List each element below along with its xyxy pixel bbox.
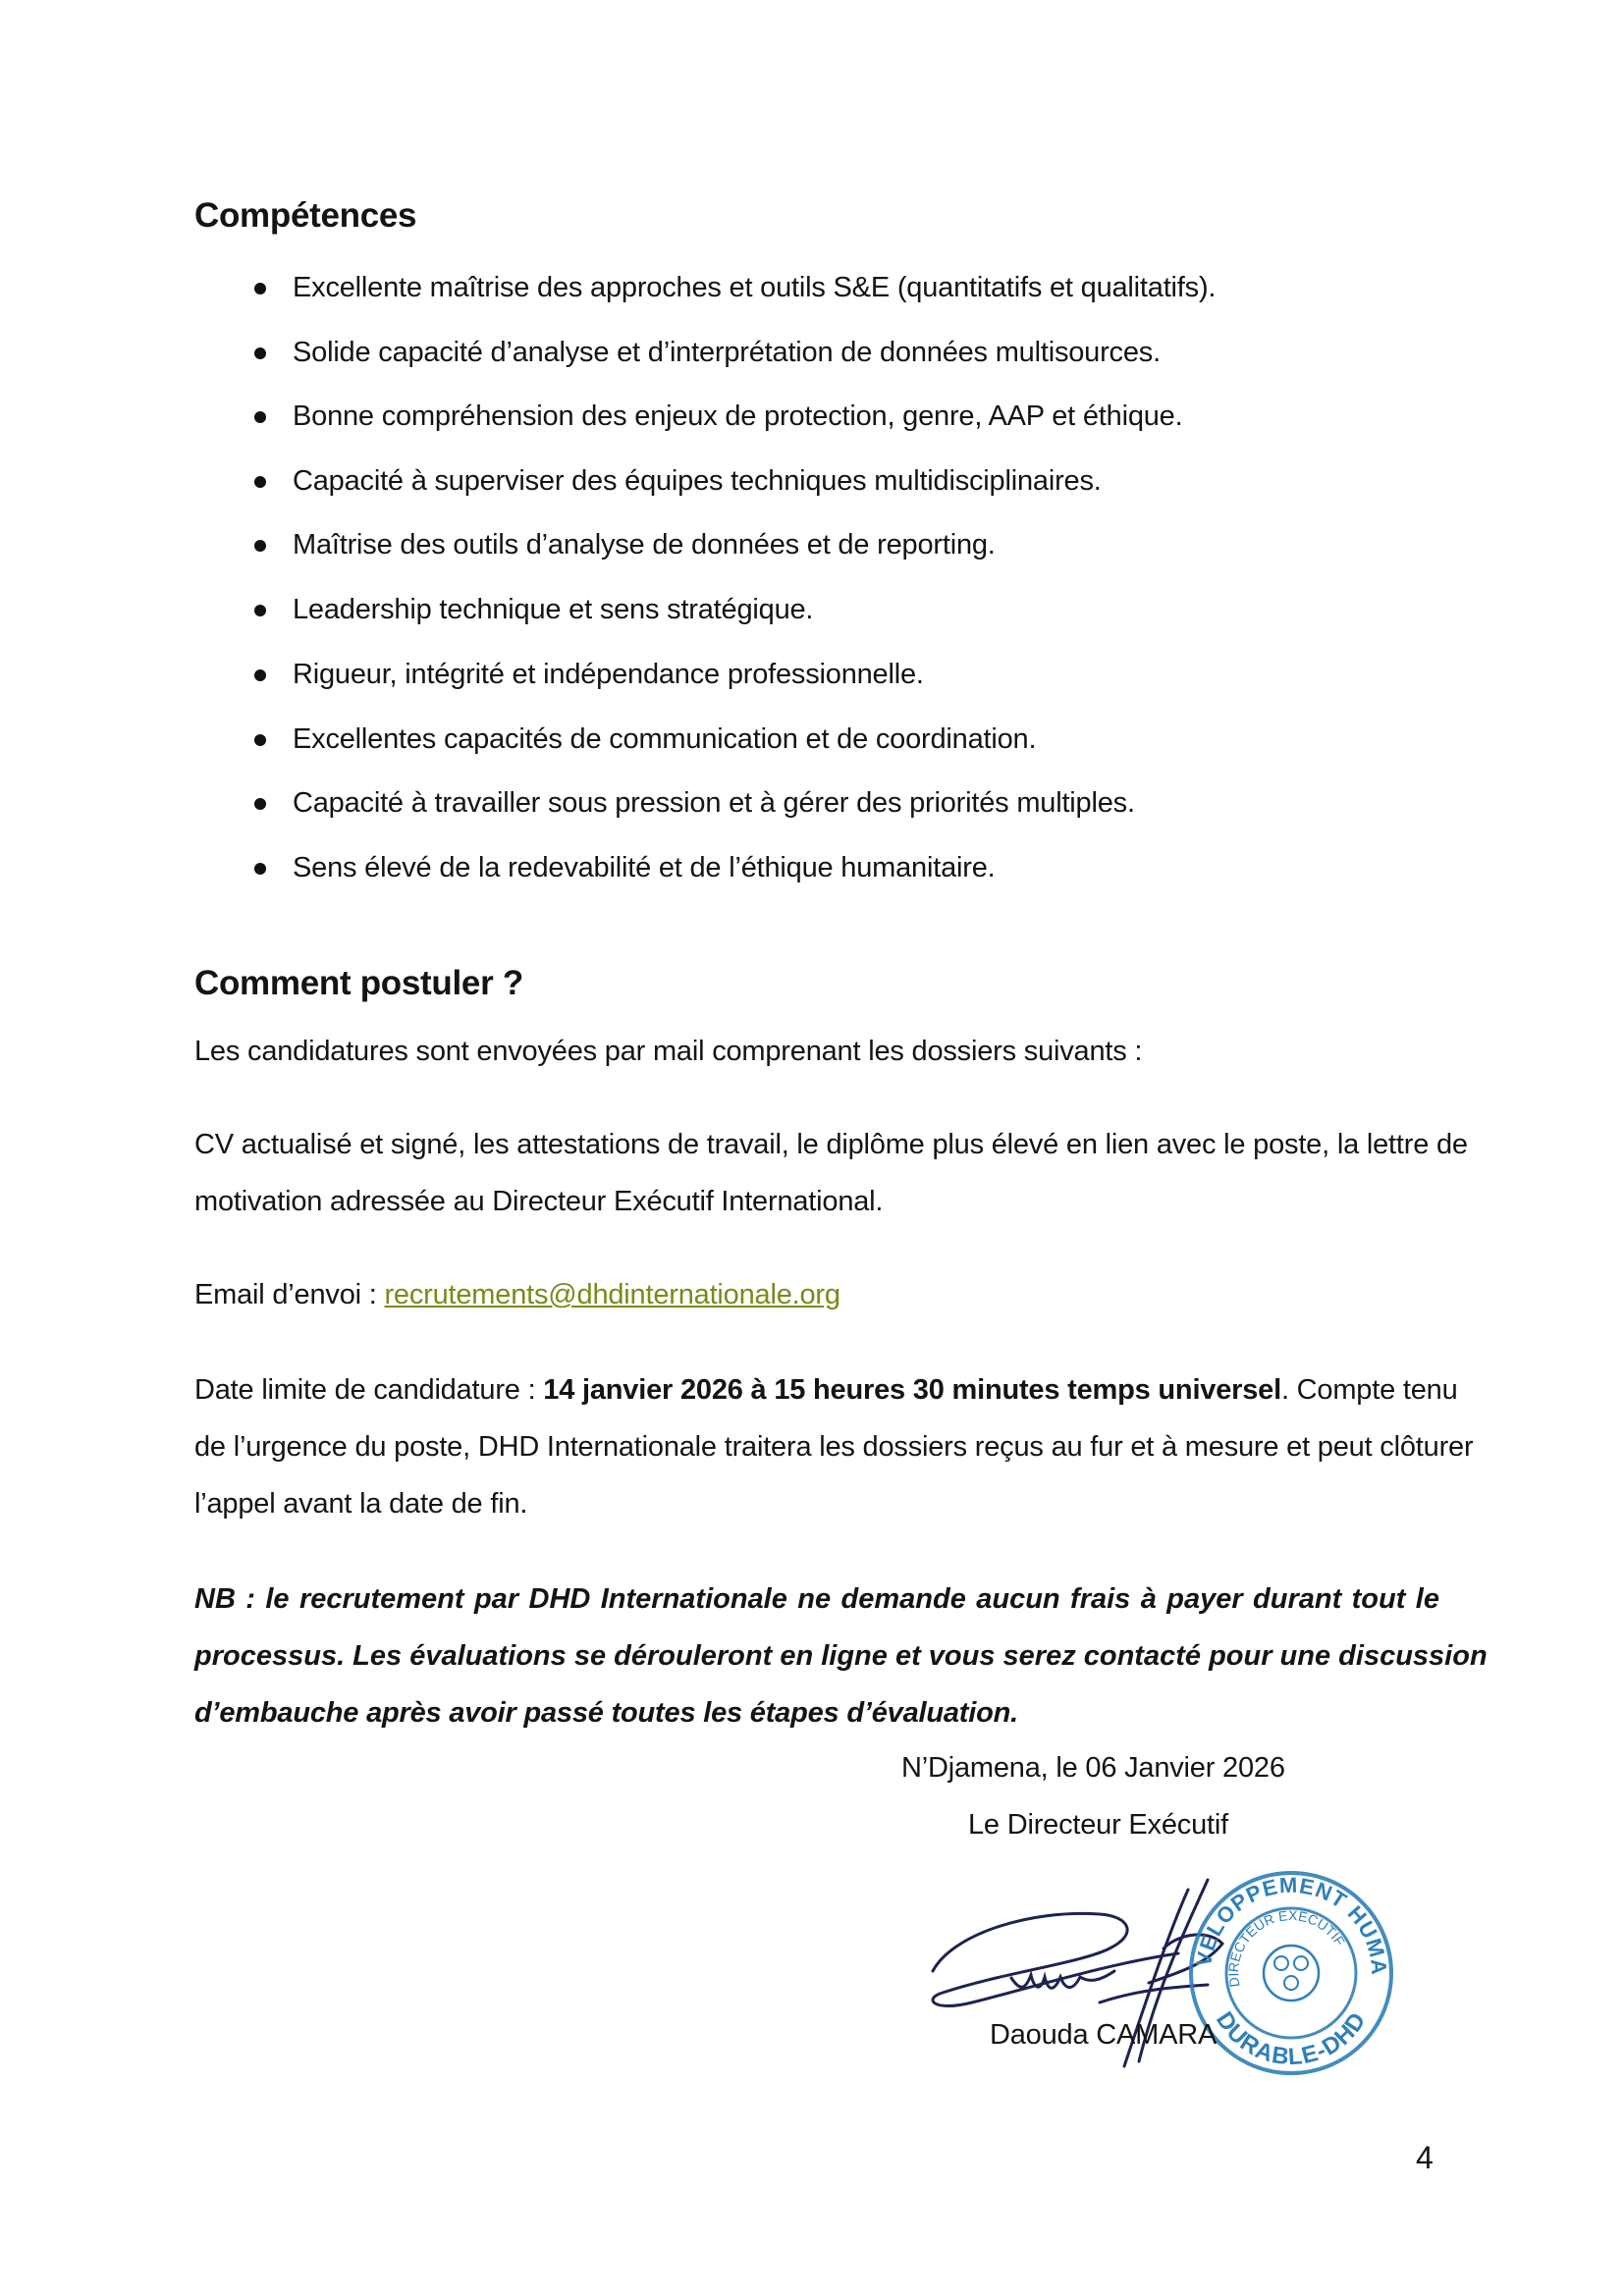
list-item (293, 723, 1036, 756)
signatory-name: Daouda CAMARA (990, 2019, 1218, 2051)
bullet-icon (254, 669, 266, 681)
postuler-intro: Les candidatures sont envoyées par mail comprenant les dossiers suivants : (194, 1036, 1143, 1067)
list-item-text: Excellente maîtrise des approches et outils S&E (quantitatifs et qualitatifs). (293, 272, 1217, 303)
list-item-text: Leadership technique et sens stratégique. (293, 594, 814, 625)
page-number: 4 (1416, 2140, 1434, 2175)
stamp-outer-bottom-text: DURABLE-DHD (1211, 2006, 1372, 2071)
list-item-text: Solide capacité d’analyse et d’interprétation de données multisources. (293, 337, 1161, 368)
signature-graphic (913, 1855, 1404, 2091)
bullet-icon (254, 283, 266, 294)
list-item (293, 272, 1216, 304)
dossiers-line-2: motivation adressée au Directeur Exécutif International. (194, 1186, 884, 1217)
stamp-outer-top-text: VELOPPEMENT HUMA (1191, 1872, 1392, 1977)
deadline-line-3: l’appel avant la date de fin. (194, 1488, 528, 1520)
email-link[interactable]: recrutements@dhdinternationale.org (384, 1279, 840, 1310)
nb-line-3: d’embauche après avoir passé toutes les étapes d’évaluation. (194, 1697, 1018, 1729)
list-item-text: Sens élevé de la redevabilité et de l’éthique humanitaire. (293, 852, 996, 883)
list-item-text: Excellentes capacités de communication et de coordination. (293, 723, 1037, 755)
postuler-heading: Comment postuler ? (194, 964, 523, 1002)
email-label: Email d’envoi : (194, 1279, 385, 1310)
stamp-inner-text: DIRECTEUR EXÉCUTIF (1224, 1907, 1348, 1989)
list-item (293, 787, 1135, 820)
bullet-icon (254, 863, 266, 875)
deadline-label: Date limite de candidature : (194, 1374, 544, 1406)
competences-heading: Compétences (194, 196, 417, 235)
signatory-role: Le Directeur Exécutif (968, 1809, 1228, 1841)
list-item-text: Capacité à travailler sous pression et à gérer des priorités multiples. (293, 787, 1135, 819)
nb-line-2: processus. Les évaluations se dérouleront en ligne et vous serez contacté pour une discussion (194, 1640, 1488, 1672)
bullet-icon (254, 411, 266, 423)
bullet-icon (254, 798, 266, 810)
dossiers-line-1: CV actualisé et signé, les attestations de travail, le diplôme plus élevé en lien avec le poste, la lettre de (194, 1129, 1468, 1160)
list-item (293, 529, 996, 561)
list-item-text: Bonne compréhension des enjeux de protection, genre, AAP et éthique. (293, 400, 1183, 432)
signature-block (913, 1855, 1404, 2091)
list-item (293, 659, 924, 691)
deadline-value: 14 janvier 2026 à 15 heures 30 minutes temps universel (543, 1374, 1281, 1406)
email-line (194, 1279, 840, 1311)
place-date: N’Djamena, le 06 Janvier 2026 (901, 1752, 1285, 1784)
list-item-text: Maîtrise des outils d’analyse de données et de reporting. (293, 529, 996, 561)
list-item-text: Rigueur, intégrité et indépendance professionnelle. (293, 659, 924, 690)
deadline-line-1 (194, 1374, 1458, 1407)
list-item (293, 465, 1102, 498)
bullet-icon (254, 734, 266, 746)
bullet-icon (254, 540, 266, 552)
list-item (293, 852, 995, 884)
bullet-icon (254, 605, 266, 616)
list-item (293, 400, 1182, 433)
deadline-rest: . Compte tenu (1280, 1374, 1458, 1406)
deadline-line-2: de l’urgence du poste, DHD Internationale traitera les dossiers reçus au fur et à mesure et peut clôturer (194, 1431, 1474, 1463)
list-item (293, 594, 813, 626)
bullet-icon (254, 476, 266, 488)
list-item (293, 337, 1161, 369)
nb-line-1: NB : le recrutement par DHD Internationale ne demande aucun frais à payer durant tout le (194, 1583, 1439, 1615)
bullet-icon (254, 347, 266, 359)
list-item-text: Capacité à superviser des équipes techniques multidisciplinaires. (293, 465, 1102, 497)
